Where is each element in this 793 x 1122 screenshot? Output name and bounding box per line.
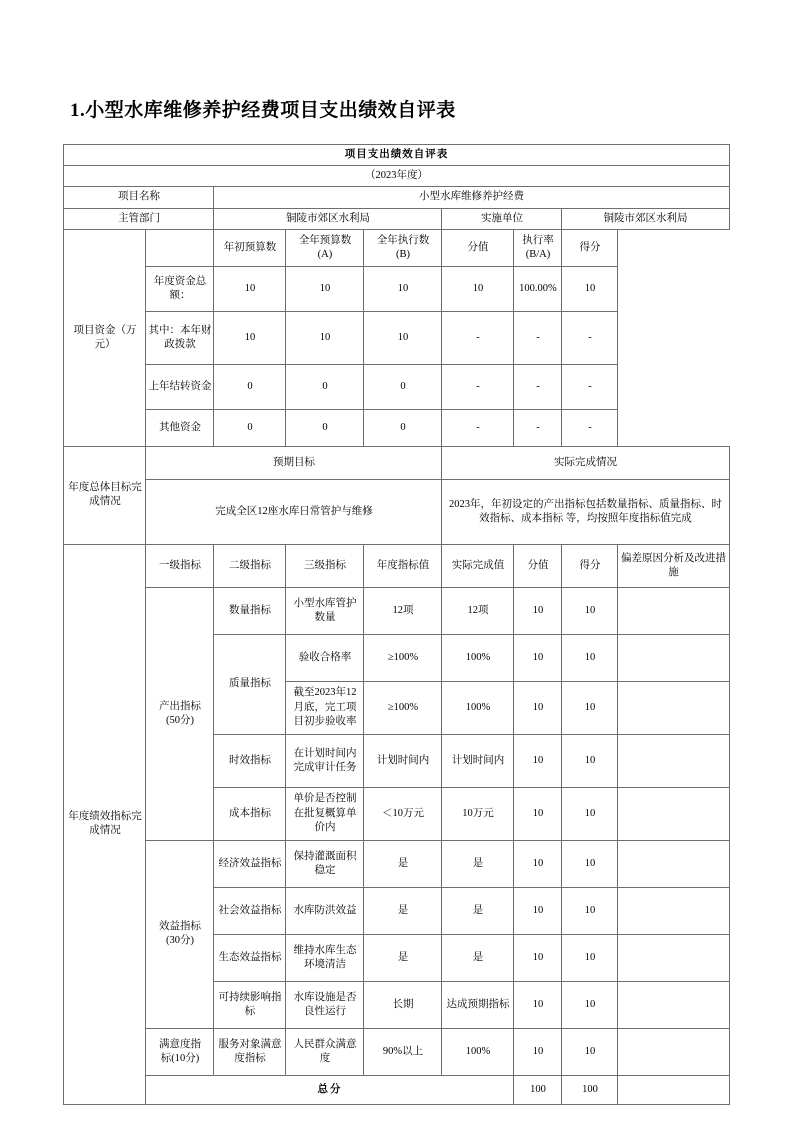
- perf-group-1-row-0-note: [618, 840, 729, 887]
- total-score-value: 100: [514, 1075, 562, 1104]
- funds-row-1-col-4: -: [514, 311, 562, 364]
- page-title: 1.小型水库维修养护经费项目支出绩效自评表: [70, 100, 456, 121]
- funds-row-1-col-3: -: [442, 311, 514, 364]
- perf-group-0-level1-line2: (50分): [165, 714, 194, 726]
- perf-group-1-row-0-level3: 保持灌溉面积稳定: [286, 840, 364, 887]
- perf-group-1-row-0-score-value: 10: [514, 840, 562, 887]
- perf-group-0-row-0-note: [618, 587, 729, 634]
- table-row: [64, 266, 729, 311]
- perf-group-1-row-1-score-value: 10: [514, 887, 562, 934]
- perf-group-1-row-2-level2: 生态效益指标: [214, 934, 286, 981]
- perf-group-2-row-0-level2: 服务对象满意度指标: [214, 1028, 286, 1075]
- performance-self-evaluation-table: [63, 144, 729, 1105]
- perf-header-level2: 二级指标: [214, 544, 286, 587]
- funds-row-0-col-1: 10: [286, 266, 364, 311]
- dept-label: 主管部门: [64, 208, 214, 229]
- funds-header-annual-exec-line1: 全年执行数: [376, 234, 430, 246]
- perf-group-0-row-3-level2: 时效指标: [214, 734, 286, 787]
- total-score: 100: [562, 1075, 618, 1104]
- perf-group-1-row-1-target: 是: [364, 887, 442, 934]
- table-row: [64, 409, 729, 446]
- perf-group-0-row-2-target: ≥100%: [364, 681, 442, 734]
- table-title-row: [64, 145, 729, 166]
- perf-group-0-row-3-level3: 在计划时间内完成审计任务: [286, 734, 364, 787]
- perf-group-0-row-0-level2: 数量指标: [214, 587, 286, 634]
- perf-group-0-row-3-target: 计划时间内: [364, 734, 442, 787]
- funds-row-0-col-0: 10: [214, 266, 286, 311]
- perf-group-0-row-0-actual: 12项: [442, 587, 514, 634]
- perf-group-1-row-0-actual: 是: [442, 840, 514, 887]
- perf-group-0-row-4-score-value: 10: [514, 787, 562, 840]
- overall-actual-value: 2023年，年初设定的产出指标包括数量指标、质量指标、时效指标、成本指标 等，均按照年度指标值完成: [442, 479, 729, 544]
- overall-actual-header: 实际完成情况: [442, 446, 729, 479]
- perf-group-1-row-1-score: 10: [562, 887, 618, 934]
- funds-header-score: 得分: [562, 229, 618, 266]
- funds-header-exec-rate: [514, 229, 562, 266]
- perf-group-1-level1-line1: 效益指标: [158, 921, 201, 933]
- funds-header-exec-rate-line2: (B/A): [525, 248, 551, 260]
- perf-group-1-row-1-actual: 是: [442, 887, 514, 934]
- funds-header-annual-exec: [364, 229, 442, 266]
- perf-group-0-row-4-note: [618, 787, 729, 840]
- funds-header-row: [64, 229, 729, 266]
- perf-group-0-row-2-score-value: 10: [514, 681, 562, 734]
- perf-group-0-row-2-level3: 截至2023年12月底，完工项目初步验收率: [286, 681, 364, 734]
- funds-row-0-col-4: 100.00%: [514, 266, 562, 311]
- total-row: [64, 1075, 729, 1104]
- funds-row-2-col-5: -: [562, 364, 618, 409]
- perf-group-2-row-0-score: 10: [562, 1028, 618, 1075]
- perf-group-1-row-2-target: 是: [364, 934, 442, 981]
- perf-group-1-level1: [146, 840, 214, 1028]
- perf-group-1-row-3-level2: 可持续影响指标: [214, 981, 286, 1028]
- project-name-label: 项目名称: [64, 187, 214, 208]
- perf-group-1-row-3-note: [618, 981, 729, 1028]
- perf-header-score-value: 分值: [514, 544, 562, 587]
- perf-group-1-row-0-level2: 经济效益指标: [214, 840, 286, 887]
- funds-row-1-col-0: 10: [214, 311, 286, 364]
- perf-group-1-row-2-actual: 是: [442, 934, 514, 981]
- perf-group-0-row-3-note: [618, 734, 729, 787]
- project-name-value: 小型水库维修养护经费: [214, 187, 729, 208]
- funds-header-score-value: 分值: [442, 229, 514, 266]
- perf-group-1-row-1-level3: 水库防洪效益: [286, 887, 364, 934]
- perf-group-2-row-0-actual: 100%: [442, 1028, 514, 1075]
- overall-header-row: [64, 446, 729, 479]
- perf-group-2-row-0-note: [618, 1028, 729, 1075]
- perf-group-0-row-1-actual: 100%: [442, 634, 514, 681]
- funds-row-label: 项目资金（万元）: [64, 229, 146, 446]
- perf-group-2-row-0-target: 90%以上: [364, 1028, 442, 1075]
- perf-group-1-row-3-level3: 水库设施是否良性运行: [286, 981, 364, 1028]
- perf-group-0-row-3-actual: 计划时间内: [442, 734, 514, 787]
- perf-group-0-row-3-score: 10: [562, 734, 618, 787]
- perf-group-0-row-0-score: 10: [562, 587, 618, 634]
- perf-group-0-row-4-actual: 10万元: [442, 787, 514, 840]
- table-year: （2023年度）: [64, 166, 729, 187]
- funds-row-3-col-2: 0: [364, 409, 442, 446]
- funds-row-2-col-4: -: [514, 364, 562, 409]
- perf-row-label: 年度绩效指标完成情况: [64, 544, 146, 1104]
- funds-row-2-col-3: -: [442, 364, 514, 409]
- funds-row-1-col-2: 10: [364, 311, 442, 364]
- perf-group-2-level1-line2: 标(10分): [160, 1052, 200, 1064]
- perf-group-2-row-0-level3: 人民群众满意度: [286, 1028, 364, 1075]
- table-row: [64, 311, 729, 364]
- perf-group-1-row-3-actual: 达成预期指标: [442, 981, 514, 1028]
- funds-header-annual-budget-line2: (A): [317, 248, 333, 260]
- funds-header-annual-budget-line1: 全年预算数: [298, 234, 352, 246]
- funds-header-initial-budget: 年初预算数: [214, 229, 286, 266]
- perf-group-0-row-4-target: ＜10万元: [364, 787, 442, 840]
- perf-group-0-row-1-note: [618, 634, 729, 681]
- perf-group-1-row-3-target: 长期: [364, 981, 442, 1028]
- perf-group-0-row-0-level3: 小型水库管护数量: [286, 587, 364, 634]
- table-row: [64, 587, 729, 634]
- perf-group-1-row-2-score-value: 10: [514, 934, 562, 981]
- perf-group-0-row-0-score-value: 10: [514, 587, 562, 634]
- funds-row-0-col-2: 10: [364, 266, 442, 311]
- perf-group-0-row-1-level3: 验收合格率: [286, 634, 364, 681]
- perf-header-level3: 三级指标: [286, 544, 364, 587]
- table-row: [64, 364, 729, 409]
- dept-value: 铜陵市郊区水利局: [214, 208, 442, 229]
- perf-group-0-row-1-score-value: 10: [514, 634, 562, 681]
- table-row: [64, 840, 729, 887]
- funds-header-annual-exec-line2: (B): [395, 248, 410, 260]
- perf-group-0-row-2-score: 10: [562, 681, 618, 734]
- funds-row-2-col-0: 0: [214, 364, 286, 409]
- unit-label: 实施单位: [442, 208, 562, 229]
- perf-group-1-row-2-score: 10: [562, 934, 618, 981]
- perf-group-1-level1-line2: (30分): [165, 935, 194, 947]
- funds-row-1-col-1: 10: [286, 311, 364, 364]
- funds-row-2-col-2: 0: [364, 364, 442, 409]
- table-row: [64, 479, 729, 544]
- perf-group-0-row-3-score-value: 10: [514, 734, 562, 787]
- funds-row-0-col-3: 10: [442, 266, 514, 311]
- perf-group-0-level1-line1: 产出指标: [158, 700, 201, 712]
- funds-row-1-col-5: -: [562, 311, 618, 364]
- perf-group-1-row-2-level3: 维持水库生态环境清洁: [286, 934, 364, 981]
- perf-header-deviation: 偏差原因分析及改进措施: [618, 544, 729, 587]
- table-row: [64, 208, 729, 229]
- perf-header-level1: 一级指标: [146, 544, 214, 587]
- perf-header-actual: 实际完成值: [442, 544, 514, 587]
- perf-header-target: 年度指标值: [364, 544, 442, 587]
- funds-row-0-label: 年度资金总额：: [146, 266, 214, 311]
- perf-group-1-row-1-note: [618, 887, 729, 934]
- perf-group-1-row-3-score: 10: [562, 981, 618, 1028]
- perf-group-0-row-4-level2: 成本指标: [214, 787, 286, 840]
- total-note: [618, 1075, 729, 1104]
- perf-group-1-row-3-score-value: 10: [514, 981, 562, 1028]
- funds-row-2-label: 上年结转资金: [146, 364, 214, 409]
- table-title: 项目支出绩效自评表: [64, 145, 729, 166]
- funds-row-1-label: 其中：本年财政拨款: [146, 311, 214, 364]
- overall-expected-header: 预期目标: [146, 446, 442, 479]
- funds-row-2-col-1: 0: [286, 364, 364, 409]
- perf-group-0-row-1-level2: 质量指标: [214, 634, 286, 734]
- perf-header-row: [64, 544, 729, 587]
- funds-row-3-col-0: 0: [214, 409, 286, 446]
- perf-group-0-row-1-target: ≥100%: [364, 634, 442, 681]
- perf-header-score: 得分: [562, 544, 618, 587]
- perf-group-1-row-0-score: 10: [562, 840, 618, 887]
- perf-group-1-row-1-level2: 社会效益指标: [214, 887, 286, 934]
- table-year-row: [64, 166, 729, 187]
- funds-row-3-col-1: 0: [286, 409, 364, 446]
- perf-group-0-row-2-note: [618, 681, 729, 734]
- table-row: [64, 187, 729, 208]
- perf-group-2-row-0-score-value: 10: [514, 1028, 562, 1075]
- perf-group-0-row-4-score: 10: [562, 787, 618, 840]
- funds-header-exec-rate-line1: 执行率: [522, 234, 554, 246]
- total-label: 总分: [146, 1075, 514, 1104]
- overall-row-label: 年度总体目标完成情况: [64, 446, 146, 544]
- perf-group-1-row-2-note: [618, 934, 729, 981]
- funds-header-annual-budget: [286, 229, 364, 266]
- perf-group-0-level1: [146, 587, 214, 840]
- perf-group-2-level1-line1: 满意度指: [158, 1038, 201, 1050]
- perf-group-0-row-1-score: 10: [562, 634, 618, 681]
- overall-expected-value: 完成全区12座水库日常管护与维修: [146, 479, 442, 544]
- funds-row-3-col-4: -: [514, 409, 562, 446]
- perf-group-0-row-2-actual: 100%: [442, 681, 514, 734]
- unit-value: 铜陵市郊区水利局: [562, 208, 729, 229]
- perf-group-1-row-0-target: 是: [364, 840, 442, 887]
- perf-group-0-row-0-target: 12项: [364, 587, 442, 634]
- perf-group-0-row-4-level3: 单价是否控制在批复概算单价内: [286, 787, 364, 840]
- funds-row-3-col-3: -: [442, 409, 514, 446]
- funds-row-3-label: 其他资金: [146, 409, 214, 446]
- perf-group-2-level1: [146, 1028, 214, 1075]
- table-row: [64, 1028, 729, 1075]
- funds-row-0-col-5: 10: [562, 266, 618, 311]
- funds-row-3-col-5: -: [562, 409, 618, 446]
